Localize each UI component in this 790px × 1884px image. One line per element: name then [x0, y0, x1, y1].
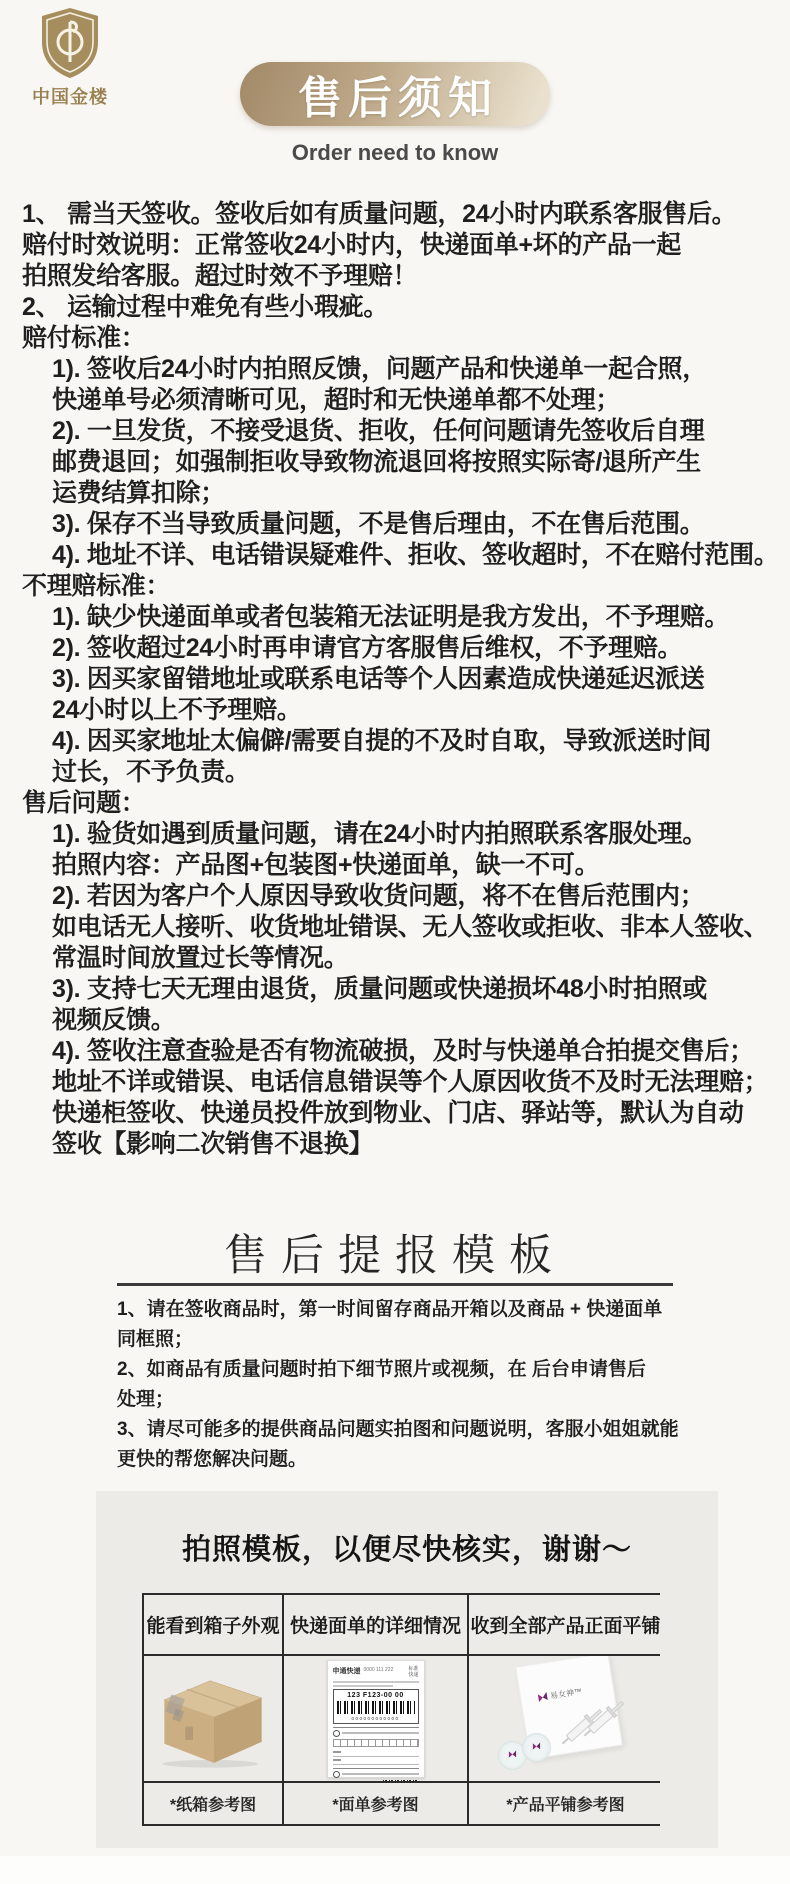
- bottom-strip: [0, 1856, 790, 1884]
- notice-line: 2). 若因为客户个人原因导致收货问题，将不在售后范围内；: [52, 882, 705, 910]
- caption-carton-reference: *纸箱参考图: [144, 1783, 282, 1824]
- photo-reference-table: [142, 1593, 660, 1826]
- template-line: 1、请在签收商品时，第一时间留存商品开箱以及商品 + 快递面单: [117, 1299, 663, 1320]
- notice-line: 运费结算扣除；: [52, 479, 225, 507]
- label-digit-boxes: [333, 1739, 419, 1747]
- notice-line: 赔付时效说明：正常签收24小时内，快递面单+坏的产品一起: [22, 231, 682, 259]
- caption-flatlay-reference: *产品平铺参考图: [469, 1783, 662, 1824]
- template-line: 处理；: [117, 1389, 175, 1410]
- notice-line: 过长，不予负责。: [52, 758, 250, 786]
- flatlay-brand-name: 易女神™: [549, 1686, 583, 1701]
- product-flatlay-image: [476, 1659, 656, 1779]
- page-title: 售后须知: [298, 74, 498, 123]
- notice-line: 3). 因买家留错地址或联系电话等个人因素造成快递延迟派送: [52, 665, 705, 693]
- barcode-digits: 000000000000: [351, 1715, 400, 1721]
- table-header-box-view: 能看到箱子外观: [144, 1595, 282, 1654]
- shipping-label-image: [327, 1660, 425, 1778]
- notice-line: 4). 签收注意查验是否有物流破损，及时与快递单合拍提交售后；: [52, 1037, 754, 1065]
- notice-line: 赔付标准：: [22, 324, 146, 352]
- label-address-line: [333, 1681, 419, 1683]
- template-heading: 售后提报模板: [224, 1232, 566, 1280]
- table-header-product-flatlay: 收到全部产品正面平铺: [469, 1595, 662, 1654]
- caption-waybill-reference: *面单参考图: [284, 1783, 467, 1824]
- page-title-badge: [240, 62, 550, 126]
- notice-line: 签收【影响二次销售不退换】: [52, 1130, 374, 1158]
- label-recipient-section: [333, 1727, 419, 1765]
- label-sender-section: [333, 1768, 419, 1782]
- label-tracking-number: 123 F123-00 00: [347, 1691, 404, 1699]
- waybill-image-cell: [284, 1656, 467, 1781]
- notice-line: 视频反馈。: [52, 1006, 176, 1034]
- notice-line: 拍照发给客服。超过时效不予理赔！: [22, 262, 418, 290]
- notice-line: 拍照内容：产品图+包装图+快递面单，缺一不可。: [52, 851, 600, 879]
- template-list: [117, 1295, 697, 1475]
- small-barcode: [383, 1780, 419, 1782]
- product-flatlay-image-cell: [469, 1656, 662, 1781]
- notice-line: 24小时以上不予理赔。: [52, 696, 302, 724]
- notice-line: 4). 地址不详、电话错误疑难件、拒收、签收超时，不在赔付范围。: [52, 541, 779, 569]
- brand-butterfly-icon: [536, 1691, 549, 1704]
- notice-text: [0, 199, 790, 1160]
- barcode: [337, 1701, 415, 1714]
- cardboard-box-image: [151, 1667, 275, 1771]
- table-header-waybill-detail: 快递面单的详细情况: [284, 1595, 467, 1654]
- notice-line: 1). 缺少快递面单或者包装箱无法证明是我方发出，不予理赔。: [52, 603, 730, 631]
- notice-line: 不理赔标准：: [22, 572, 171, 600]
- photo-panel-title: 拍照模板，以便尽快核实，谢谢～: [181, 1534, 632, 1566]
- template-line: 同框照；: [117, 1329, 194, 1350]
- label-courier-name: 申通快递: [332, 1667, 361, 1675]
- photo-template-panel: [96, 1491, 718, 1848]
- notice-line: 4). 因买家地址太偏僻/需要自提的不及时自取，导致派送时间: [52, 727, 712, 755]
- template-line: 更快的帮您解决问题。: [117, 1449, 308, 1470]
- cream-jar-image: [522, 1733, 551, 1762]
- label-tracking-box: [333, 1689, 419, 1724]
- notice-line: 快递柜签收、快递员投件放到物业、门店、驿站等，默认为自动: [52, 1099, 744, 1127]
- carton-box-image-cell: [144, 1656, 282, 1781]
- label-service-tags: 标准 快递: [408, 1665, 419, 1678]
- notice-line: 1、 需当天签收。签收后如有质量问题，24小时内联系客服售后。: [22, 200, 737, 228]
- brand-logo: [14, 6, 126, 109]
- notice-line: 地址不详或错误、电话信息错误等个人原因收货不及时无法理赔；: [52, 1068, 769, 1096]
- label-address-line: [333, 1685, 393, 1687]
- notice-line: 常温时间放置过长等情况。: [52, 944, 349, 972]
- divider-line: [117, 1283, 673, 1286]
- notice-line: 2). 签收超过24小时再申请官方客服售后维权，不予理赔。: [52, 634, 683, 662]
- notice-line: 1). 验货如遇到质量问题，请在24小时内拍照联系客服处理。: [52, 820, 707, 848]
- label-phone-number: 0000 111 222: [363, 1666, 394, 1673]
- brand-name: 中国金楼: [32, 87, 108, 107]
- notice-line: 邮费退回；如强制拒收导致物流退回将按照实际寄/退所产生: [52, 448, 701, 476]
- notice-line: 3). 支持七天无理由退货，质量问题或快递损坏48小时拍照或: [52, 975, 707, 1003]
- page-subtitle: Order need to know: [291, 140, 499, 165]
- notice-line: 快递单号必须清晰可见，超时和无快递单都不处理；: [52, 386, 621, 414]
- notice-line: 如电话无人接听、收货地址错误、无人签收或拒收、非本人签收、: [52, 913, 769, 941]
- notice-line: 售后问题：: [22, 789, 146, 817]
- notice-line: 1). 签收后24小时内拍照反馈，问题产品和快递单一起合照，: [52, 355, 707, 383]
- template-line: 2、如商品有质量问题时拍下细节照片或视频，在 后台申请售后: [117, 1359, 646, 1380]
- brand-shield-icon: [39, 6, 101, 80]
- notice-line: 2). 一旦发货，不接受退货、拒收，任何问题请先签收后自理: [52, 417, 705, 445]
- template-line: 3、请尽可能多的提供商品问题实拍图和问题说明，客服小姐姐就能: [117, 1419, 679, 1440]
- notice-line: 2、 运输过程中难免有些小瑕疵。: [22, 293, 389, 321]
- notice-line: 3). 保存不当导致质量问题，不是售后理由，不在售后范围。: [52, 510, 705, 538]
